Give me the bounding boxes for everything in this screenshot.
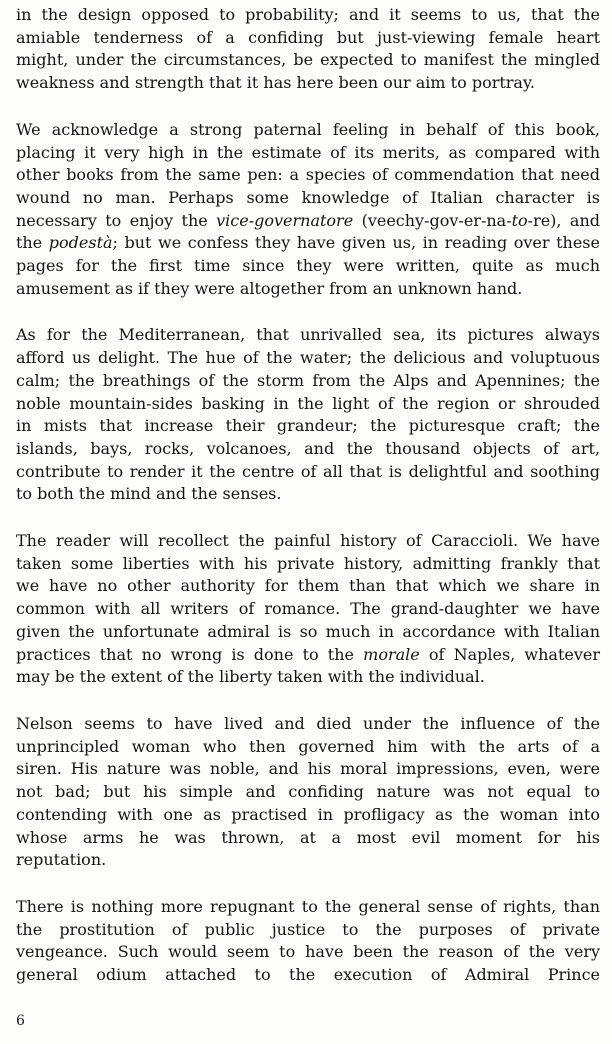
text-run: in the design opposed to probability; and it seems to us, that the: [16, 5, 600, 24]
text-line: [16, 758, 600, 781]
text-line: [16, 27, 600, 50]
text-run: taken some liberties with his private history, admitting frankly that: [16, 553, 600, 573]
text-line: [16, 415, 600, 438]
text-line: [16, 370, 600, 393]
text-run: We acknowledge a strong paternal feeling in behalf of this book,: [16, 119, 600, 139]
text-line: [16, 804, 600, 827]
text-run: siren. His nature was noble, and his moral impressions, even, were: [16, 759, 600, 779]
text-line: [16, 461, 600, 484]
text-line: [16, 255, 600, 278]
text-run: As for the Mediterranean, that unrivalled sea, its pictures always: [16, 325, 600, 345]
text-line: [16, 483, 600, 506]
text-run: unprincipled woman who then governed him with the arts of a: [16, 736, 600, 756]
text-line: [16, 621, 600, 644]
text-line: [16, 187, 600, 210]
text-run: to both the mind and the senses.: [16, 484, 282, 504]
text-run: calm; the breathings of the storm from the Alps and Apennines; the: [16, 370, 600, 390]
text-line: [16, 49, 600, 72]
text-run: placing it very high in the estimate of its merits, as compared with: [16, 142, 600, 162]
text-line: [16, 530, 600, 553]
text-run: might, under the circumstances, be expected to manifest the mingled: [16, 50, 600, 70]
text-line: [16, 210, 600, 233]
text-run: vengeance. Such would seem to have been the reason of the very: [16, 942, 600, 962]
text-line: [16, 964, 600, 987]
text-run: the prostitution of public justice to the purposes of private: [16, 919, 600, 939]
text-run: may be the extent of the liberty taken with the individual.: [16, 667, 485, 687]
text-line: [16, 941, 600, 964]
text-line: [16, 278, 600, 301]
text-line: [16, 72, 600, 95]
text-line: [16, 849, 600, 872]
text-line: [16, 393, 600, 416]
text-run: practices that no wrong is done to the: [16, 644, 364, 664]
paragraph: [16, 324, 600, 506]
text-run: we have no other authority for them than that which we share in: [16, 576, 600, 596]
text-line: [16, 324, 600, 347]
text-run: -re), and: [527, 210, 600, 230]
text-line: [16, 781, 600, 804]
text-run: weakness and strength that it has here been our aim to portray.: [16, 73, 535, 93]
paragraph: [16, 530, 600, 689]
text-run: (veechy-gov-er-na-: [353, 210, 512, 230]
paragraph: [16, 896, 600, 987]
text-run: amiable tenderness of a confiding but just-viewing female heart: [16, 27, 600, 47]
text-line: [16, 644, 600, 667]
italic-run: vice-governatore: [216, 210, 354, 230]
text-line: [16, 553, 600, 576]
text-run: the: [16, 233, 49, 253]
text-run: islands, bays, rocks, volcanoes, and the thousand objects of art,: [16, 438, 600, 458]
text-line: [16, 666, 600, 689]
text-line: [16, 598, 600, 621]
page-number: 6: [16, 1013, 25, 1029]
italic-run: to: [511, 210, 528, 230]
paragraph: [16, 713, 600, 872]
text-run: common with all writers of romance. The grand-daughter we have: [16, 599, 600, 619]
text-line: [16, 575, 600, 598]
text-run: Nelson seems to have lived and died under the influence of the: [16, 713, 600, 733]
text-run: in mists that increase their grandeur; the picturesque craft; the: [16, 416, 600, 436]
text-run: There is nothing more repugnant to the general sense of rights, than: [16, 896, 600, 916]
text-run: general odium attached to the execution of Admiral Prince: [16, 965, 600, 985]
text-run: other books from the same pen: a species of commendation that need: [16, 165, 600, 185]
text-line: [16, 919, 600, 942]
text-run: ; but we confess they have given us, in reading over these: [112, 233, 600, 253]
text-run: amusement as if they were altogether from an unknown hand.: [16, 278, 523, 298]
text-run: whose arms he was thrown, at a most evil moment for his: [16, 827, 600, 847]
paragraph: [16, 4, 600, 95]
italic-run: podestà: [48, 233, 113, 253]
text-line: [16, 347, 600, 370]
text-run: not bad; but his simple and confiding nature was not equal to: [16, 782, 600, 802]
text-run: noble mountain-sides basking in the light of the region or shrouded: [16, 393, 600, 413]
text-run: afford us delight. The hue of the water; the delicious and voluptuous: [16, 348, 600, 368]
text-line: [16, 438, 600, 461]
text-line: [16, 232, 600, 255]
text-run: contribute to render it the centre of all that is delightful and soothing: [16, 461, 600, 481]
text-line: [16, 827, 600, 850]
text-run: of Naples, whatever: [419, 644, 601, 664]
text-line: [16, 736, 600, 759]
text-run: contending with one as practised in profligacy as the woman into: [16, 804, 600, 824]
text-line: [16, 4, 600, 27]
text-run: wound no man. Perhaps some knowledge of Italian character is: [16, 187, 600, 207]
text-run: The reader will recollect the painful history of Caraccioli. We have: [16, 531, 600, 551]
text-run: necessary to enjoy the: [16, 210, 217, 230]
text-line: [16, 713, 600, 736]
text-line: [16, 164, 600, 187]
italic-run: morale: [363, 644, 420, 664]
paragraph: [16, 119, 600, 301]
text-run: pages for the first time since they were written, quite as much: [16, 256, 600, 276]
text-run: reputation.: [16, 850, 107, 870]
text-line: [16, 896, 600, 919]
body-text: [16, 4, 600, 987]
text-line: [16, 142, 600, 165]
text-line: [16, 119, 600, 142]
text-run: given the unfortunate admiral is so much in accordance with Italian: [16, 621, 600, 641]
